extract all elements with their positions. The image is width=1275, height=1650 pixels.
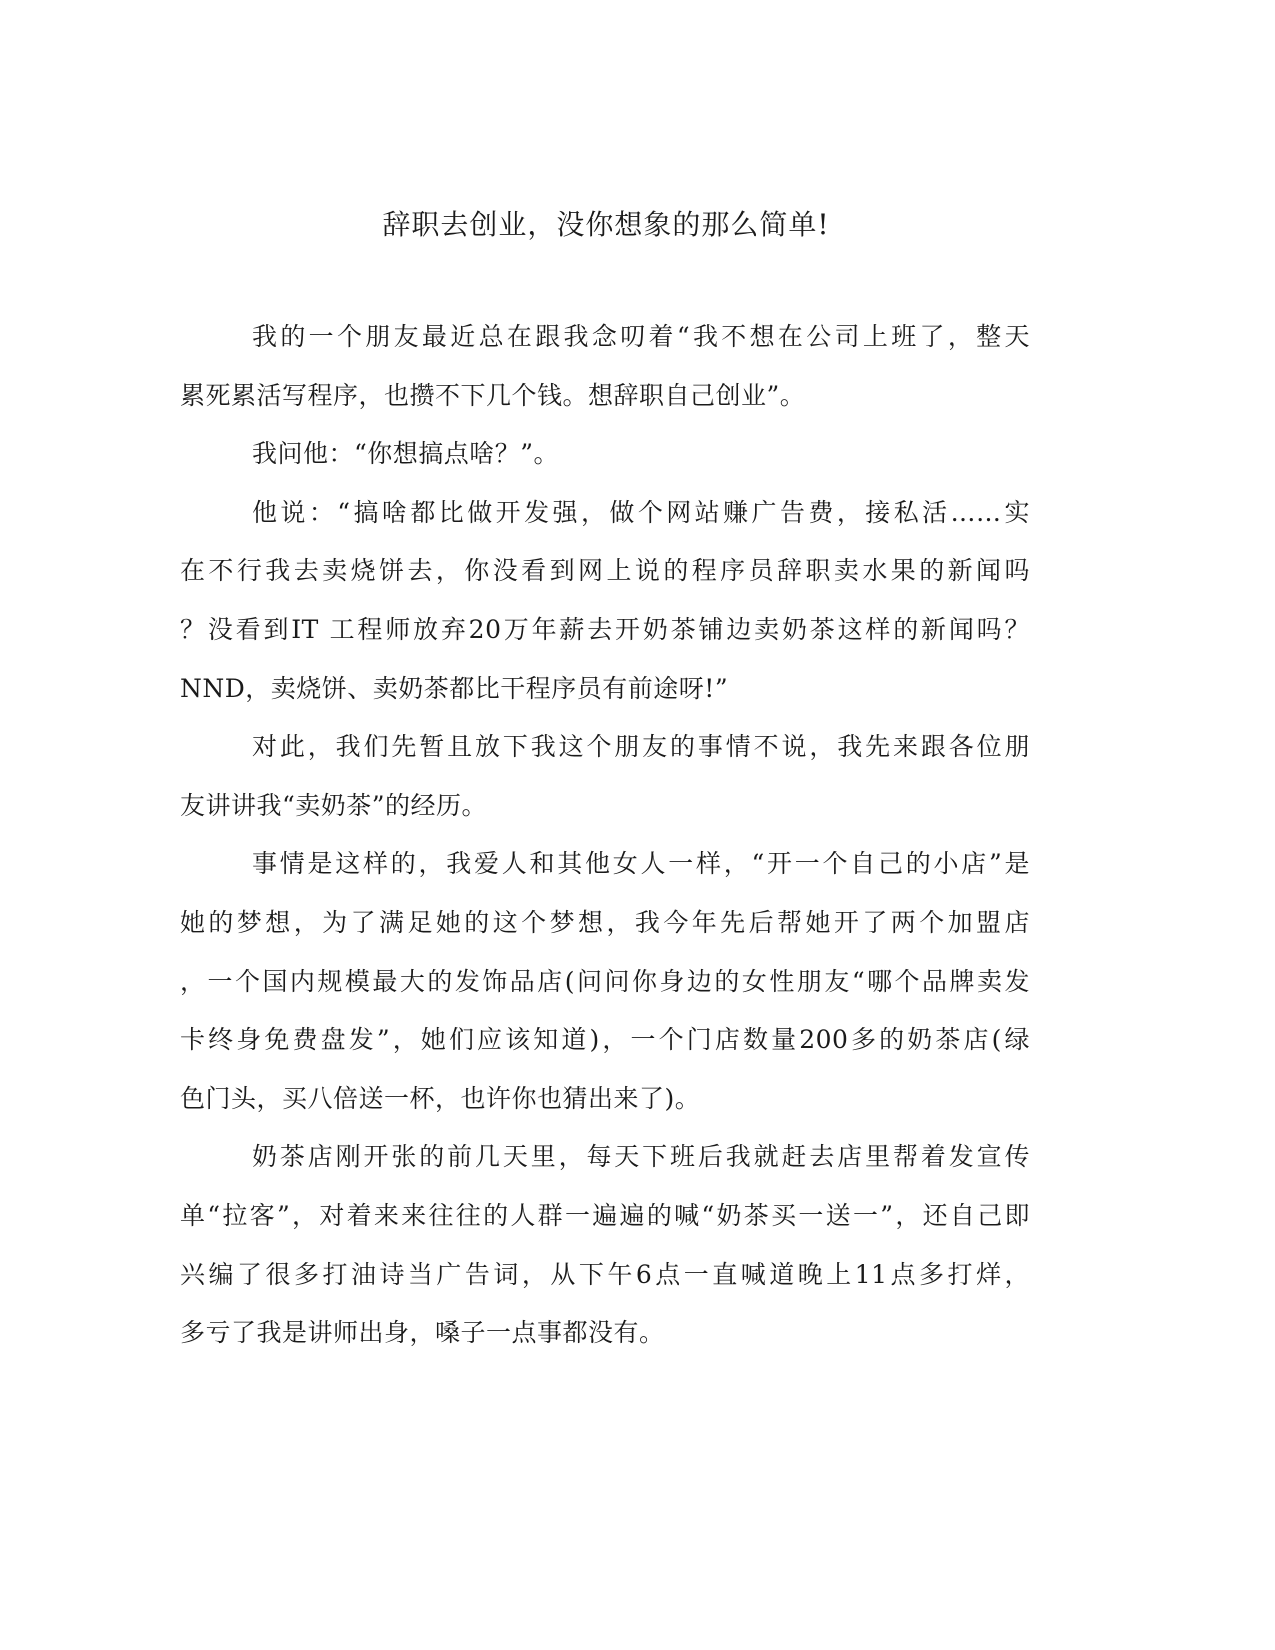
paragraph xyxy=(180,728,1030,845)
document-title: 辞职去创业，没你想象的那么简单! xyxy=(382,208,830,241)
paragraph-line: 在不行我去卖烧饼去，你没看到网上说的程序员辞职卖水果的新闻吗 xyxy=(180,556,1030,586)
paragraph-line: 卡终身免费盘发”，她们应该知道)，一个门店数量200多的奶茶店(绿 xyxy=(180,1025,1030,1055)
paragraph xyxy=(180,1138,1030,1372)
paragraph-line: 他说：“搞啥都比做开发强，做个网站赚广告费，接私活……实 xyxy=(252,497,1030,527)
paragraph-line: 她的梦想，为了满足她的这个梦想，我今年先后帮她开了两个加盟店 xyxy=(180,907,1030,937)
paragraph-line: 对此，我们先暂且放下我这个朋友的事情不说，我先来跟各位朋 xyxy=(252,732,1030,762)
paragraph-line: 奶茶店刚开张的前几天里，每天下班后我就赶去店里帮着发宣传 xyxy=(252,1142,1030,1172)
paragraph-line: NND，卖烧饼、卖奶茶都比干程序员有前途呀!” xyxy=(180,673,729,703)
paragraph-line: ，一个国内规模最大的发饰品店(问问你身边的女性朋友“哪个品牌卖发 xyxy=(180,966,1030,996)
paragraph-line: 累死累活写程序，也攒不下几个钱。想辞职自己创业”。 xyxy=(180,380,806,410)
paragraph-line: 友讲讲我“卖奶茶”的经历。 xyxy=(180,790,488,820)
paragraph-line: 我的一个朋友最近总在跟我念叨着“我不想在公司上班了，整天 xyxy=(252,322,1030,351)
paragraph-line: 兴编了很多打油诗当广告词，从下午6点一直喊道晚上11点多打烊， xyxy=(180,1259,1030,1289)
paragraph xyxy=(180,435,1030,494)
paragraph-line: 色门头，买八倍送一杯，也许你也猜出来了)。 xyxy=(180,1083,701,1113)
paragraph xyxy=(180,494,1030,728)
paragraph xyxy=(180,845,1030,1138)
paragraph-line: ？没看到IT 工程师放弃20万年薪去开奶茶铺边卖奶茶这样的新闻吗？ xyxy=(180,614,1030,644)
paragraph-line: 事情是这样的，我爱人和其他女人一样，“开一个自己的小店”是 xyxy=(252,849,1030,879)
paragraph xyxy=(180,318,1030,435)
paragraph-line: 我问他：“你想搞点啥？”。 xyxy=(252,439,560,469)
paragraph-line: 单“拉客”，对着来来往往的人群一遍遍的喊“奶茶买一送一”，还自己即 xyxy=(180,1200,1030,1230)
document-body xyxy=(180,318,1030,1373)
paragraph-line: 多亏了我是讲师出身，嗓子一点事都没有。 xyxy=(180,1318,665,1348)
